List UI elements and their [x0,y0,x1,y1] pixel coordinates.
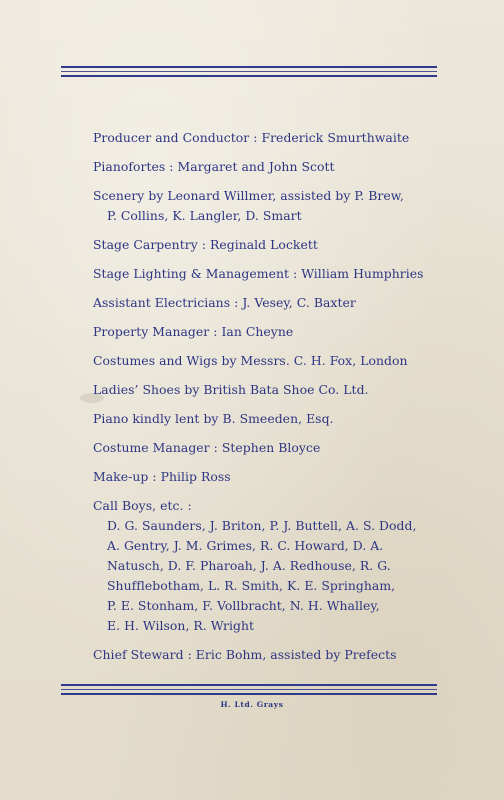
rule-line [61,693,437,695]
credit-entry [93,264,433,284]
credits-list [93,128,433,674]
call-boys-line: Natusch, D. F. Pharoah, J. A. Redhouse, R. G. [107,558,391,573]
credit-text: Stage Lighting & Management : William Humphries [93,266,424,281]
credit-text: Chief Steward : Eric Bohm, assisted by Prefects [93,647,397,662]
credit-entry [93,128,433,148]
credit-entry [93,467,433,487]
call-boys-heading: Call Boys, etc. : [93,498,192,513]
credit-text: Ladies’ Shoes by British Bata Shoe Co. Ltd. [93,382,369,397]
rule-line [61,75,437,77]
rule-line [61,684,437,686]
credit-text: Pianofortes : Margaret and John Scott [93,159,335,174]
printer-imprint: H. Ltd. Grays [220,700,284,709]
call-boys-line: A. Gentry, J. M. Grimes, R. C. Howard, D. A. [107,538,384,553]
credit-text: Property Manager : Ian Cheyne [93,324,294,339]
credit-entry [93,438,433,458]
credit-text: Stage Carpentry : Reginald Lockett [93,237,318,252]
credit-continuation: P. Collins, K. Langler, D. Smart [107,208,302,223]
credit-entry [93,186,433,226]
rule-line [61,71,437,72]
credit-text: Scenery by Leonard Willmer, assisted by P. Brew, [93,188,404,203]
bottom-rule [61,684,437,696]
credit-entry [93,409,433,429]
call-boys-names [93,516,433,636]
credit-entry [93,351,433,371]
call-boys-line: P. E. Stonham, F. Vollbracht, N. H. Whalley, [107,598,380,613]
call-boys-line: D. G. Saunders, J. Briton, P. J. Buttell, A. S. Dodd, [107,518,417,533]
chief-steward-entry [93,645,433,665]
rule-line [61,66,437,68]
top-rule [61,66,437,78]
call-boys-line: Shufflebotham, L. R. Smith, K. E. Springham, [107,578,396,593]
credit-text: Assistant Electricians : J. Vesey, C. Baxter [93,295,356,310]
credit-entry [93,293,433,313]
credit-entry [93,235,433,255]
credit-text: Costume Manager : Stephen Bloyce [93,440,321,455]
rule-line [61,689,437,690]
call-boys-line: E. H. Wilson, R. Wright [107,618,255,633]
call-boys-entry [93,496,433,636]
credit-text: Costumes and Wigs by Messrs. C. H. Fox, London [93,353,408,368]
credit-text: Producer and Conductor : Frederick Smurthwaite [93,130,410,145]
credit-text: Make-up : Philip Ross [93,469,231,484]
credit-entry [93,380,433,400]
credit-entry [93,157,433,177]
credit-entry [93,322,433,342]
credit-text: Piano kindly lent by B. Smeeden, Esq. [93,411,334,426]
